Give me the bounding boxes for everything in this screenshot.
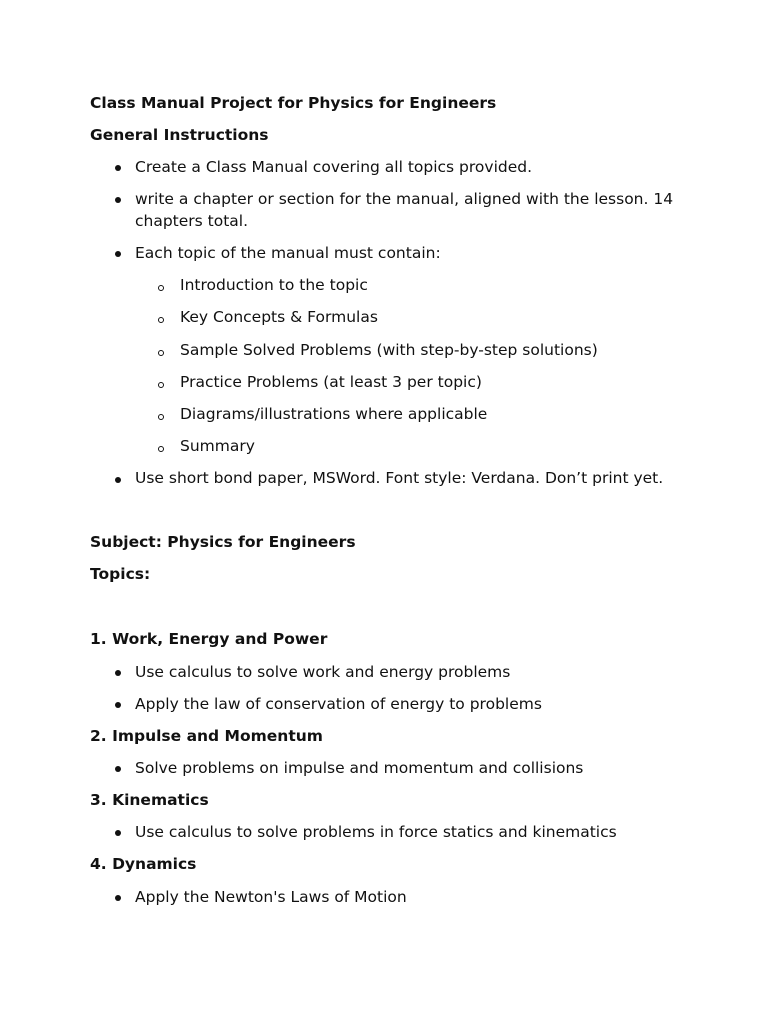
instruction-item-continuation: chapters total. [135, 212, 249, 230]
subject-heading: Subject: Physics for Engineers [90, 533, 356, 551]
topic-item: Apply the law of conservation of energy to problems [135, 695, 542, 713]
bullet-icon [115, 251, 121, 257]
topics-heading: Topics: [90, 565, 151, 583]
bullet-icon [115, 477, 121, 483]
bullet-icon [115, 895, 121, 901]
instruction-item: write a chapter or section for the manual, aligned with the lesson. 14 [135, 190, 674, 208]
bullet-icon [115, 766, 121, 772]
topic-content-item: Practice Problems (at least 3 per topic) [180, 373, 482, 391]
instruction-item: Use short bond paper, MSWord. Font style: Verdana. Don’t print yet. [135, 469, 664, 487]
topic-item: Apply the Newton's Laws of Motion [135, 888, 407, 906]
document-title: Class Manual Project for Physics for Engineers [90, 94, 497, 112]
topic-heading: 3. Kinematics [90, 791, 209, 809]
topic-heading: 1. Work, Energy and Power [90, 630, 328, 648]
circle-bullet-icon [158, 317, 164, 323]
bullet-icon [115, 197, 121, 203]
topic-content-item: Sample Solved Problems (with step-by-step solutions) [180, 341, 598, 359]
circle-bullet-icon [158, 446, 164, 452]
topic-heading: 2. Impulse and Momentum [90, 727, 323, 745]
circle-bullet-icon [158, 414, 164, 420]
instruction-item: Create a Class Manual covering all topics provided. [135, 158, 533, 176]
topic-heading: 4. Dynamics [90, 855, 197, 873]
topic-content-item: Key Concepts & Formulas [180, 308, 378, 326]
topic-item: Use calculus to solve problems in force statics and kinematics [135, 823, 617, 841]
general-instructions-heading: General Instructions [90, 126, 269, 144]
topic-content-item: Introduction to the topic [180, 276, 368, 294]
topic-item: Solve problems on impulse and momentum and collisions [135, 759, 584, 777]
topic-item: Use calculus to solve work and energy problems [135, 663, 511, 681]
bullet-icon [115, 670, 121, 676]
bullet-icon [115, 702, 121, 708]
circle-bullet-icon [158, 382, 164, 388]
topic-content-item: Summary [180, 437, 255, 455]
bullet-icon [115, 165, 121, 171]
circle-bullet-icon [158, 285, 164, 291]
topic-content-item: Diagrams/illustrations where applicable [180, 405, 488, 423]
bullet-icon [115, 830, 121, 836]
instruction-item: Each topic of the manual must contain: [135, 244, 441, 262]
circle-bullet-icon [158, 350, 164, 356]
